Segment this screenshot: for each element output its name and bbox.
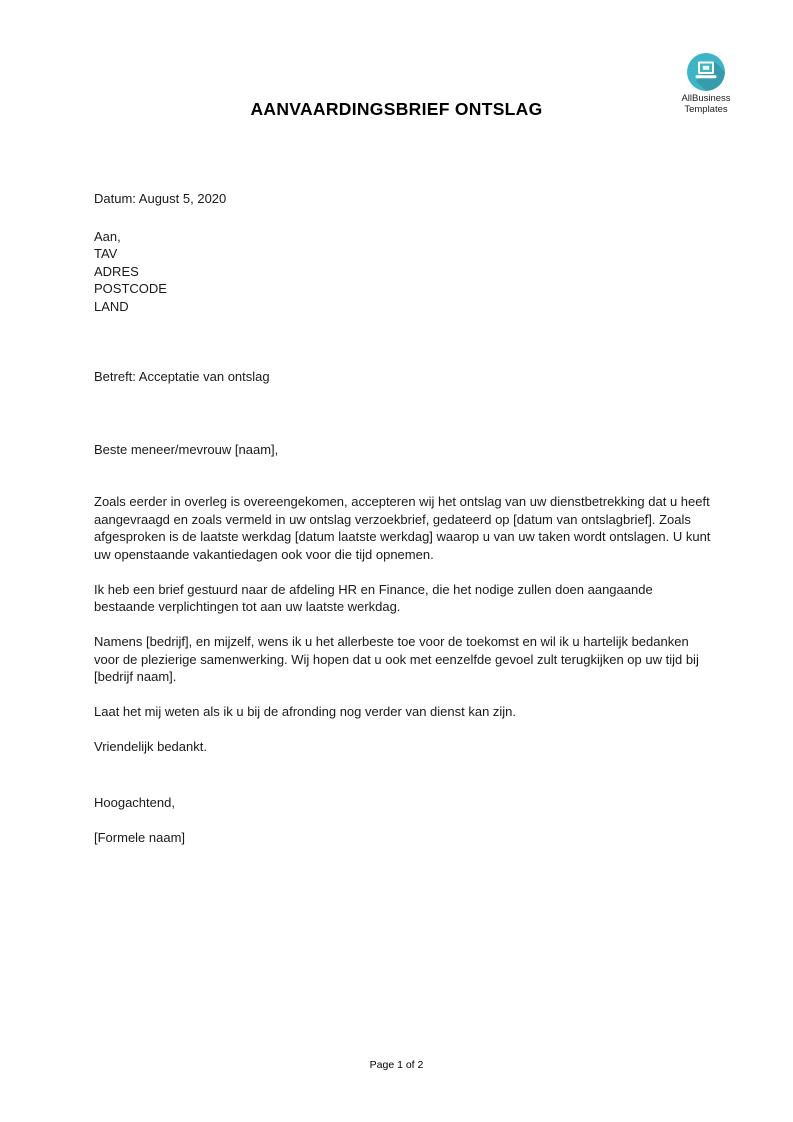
salutation: Beste meneer/mevrouw [naam],	[94, 441, 279, 457]
recipient-line-postcode: POSTCODE	[94, 281, 167, 296]
body-paragraph-1: Zoals eerder in overleg is overeengekomen, accepteren wij het ontslag van uw dienstbetrekking dat u heeft aangevraagd en zoals vermeld in uw ontslag verzoekbrief, gedateerd op [datum van ontslagbrief]. Zoals afgesproken is de laatste werkdag [datum laatste werkdag] waarop u van uw taken wordt ontslagen. U kunt uw openstaande vakantiedagen ook voor die tijd opnemen.	[94, 494, 711, 562]
page-title: AANVAARDINGSBRIEF ONTSLAG	[250, 99, 543, 119]
body-paragraph-3: Namens [bedrijf], en mijzelf, wens ik u het allerbeste toe voor de toekomst en wil ik u hartelijk bedanken voor de plezierige samenwerking. Wij hopen dat u ook met eenzelfde gevoel zult terugkijken op uw tijd bij [bedrijf naam].	[94, 634, 699, 684]
date-line: Datum: August 5, 2020	[94, 191, 227, 206]
brand-name-line2: Templates	[684, 103, 728, 115]
recipient-line-tav: TAV	[94, 246, 118, 261]
recipient-line-aan: Aan,	[94, 228, 121, 244]
recipient-block	[94, 228, 712, 316]
footer-page-number: Page 1 of 2	[369, 1059, 424, 1071]
allbusiness-logo	[662, 52, 750, 115]
signature-name: [Formele naam]	[94, 829, 186, 845]
subject-line: Betreft: Acceptatie van ontslag	[94, 369, 270, 384]
thanks-line: Vriendelijk bedankt.	[94, 739, 207, 754]
valediction: Hoogachtend,	[94, 794, 175, 810]
recipient-line-adres: ADRES	[94, 263, 139, 279]
brand-name-line1: AllBusiness	[681, 93, 731, 104]
laptop-icon	[686, 52, 726, 92]
recipient-line-land: LAND	[94, 298, 129, 314]
body-paragraph-2: Ik heb een brief gestuurd naar de afdeling HR en Finance, die het nodige zullen doen aangaande bestaande verplichtingen tot aan uw laatste werkdag.	[94, 581, 653, 614]
body-paragraph-4: Laat het mij weten als ik u bij de afronding nog verder van dienst kan zijn.	[94, 704, 517, 719]
